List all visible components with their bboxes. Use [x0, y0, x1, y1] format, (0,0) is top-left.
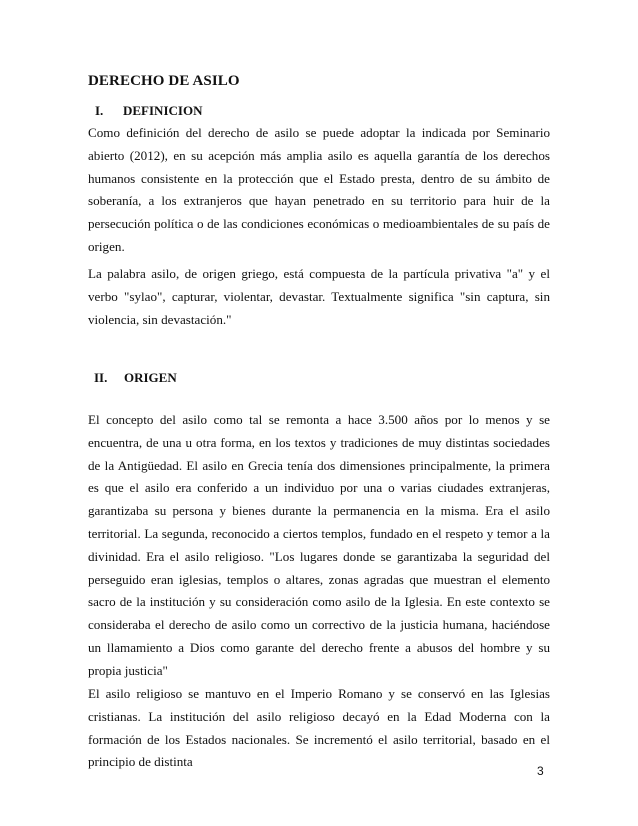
section-number: II. [94, 370, 108, 385]
section-number: I. [95, 103, 104, 118]
section-heading-origen [94, 370, 177, 386]
page-number: 3 [537, 764, 544, 778]
section-title: ORIGEN [124, 370, 177, 385]
section-heading-definicion [95, 103, 203, 119]
paragraph-origen-2: El asilo religioso se mantuvo en el Imperio Romano y se conservó en las Iglesias cristianas. La institución del asilo religioso decayó en la Edad Moderna con la formación de los Estados nacionales. Se incrementó el asilo territorial, basado en el principio de distinta [88, 686, 550, 770]
paragraph-definicion-1: Como definición del derecho de asilo se puede adoptar la indicada por Seminario abierto (2012), en su acepción más amplia asilo es aquella garantía de los derechos humanos consistente en la protección que el Estado presta, dentro de su ámbito de soberanía, a los extranjeros que hayan penetrado en su territorio para huir de la persecución política o de las condiciones económicas o medioambientales de su país de origen. [88, 125, 550, 254]
document-title: DERECHO DE ASILO [88, 73, 240, 89]
paragraph-origen-1: El concepto del asilo como tal se remonta a hace 3.500 años por lo menos y se encuentra, de una u otra forma, en los textos y tradiciones de muy distintas sociedades de la Antigüedad. El asilo en Grecia tenía dos dimensiones principalmente, la primera es que el asilo era conferido a un individuo por una o varias ciudades extranjeras, garantizaba su persona y bienes durante la permanencia en la misma. Era el asilo territorial. La segunda, reconocido a ciertos templos, fundado en el respeto y temor a la divinidad. Era el asilo religioso. "Los lugares donde se garantizaba la seguridad del perseguido eran iglesias, templos o altares, zonas agradas que muestran el elemento sacro de la institución y su consideración como asilo de la Iglesia. En este contexto se consideraba el derecho de asilo como un correctivo de la justicia humana, haciéndose un llamamiento a Dios como garante del derecho frente a abusos del hombre y su propia justicia" [88, 412, 550, 678]
section-title: DEFINICION [123, 103, 203, 118]
paragraph-definicion-2: La palabra asilo, de origen griego, está compuesta de la partícula privativa "a" y el verbo "sylao", capturar, violentar, devastar. Textualmente significa "sin captura, sin violencia, sin devastación." [88, 266, 550, 327]
